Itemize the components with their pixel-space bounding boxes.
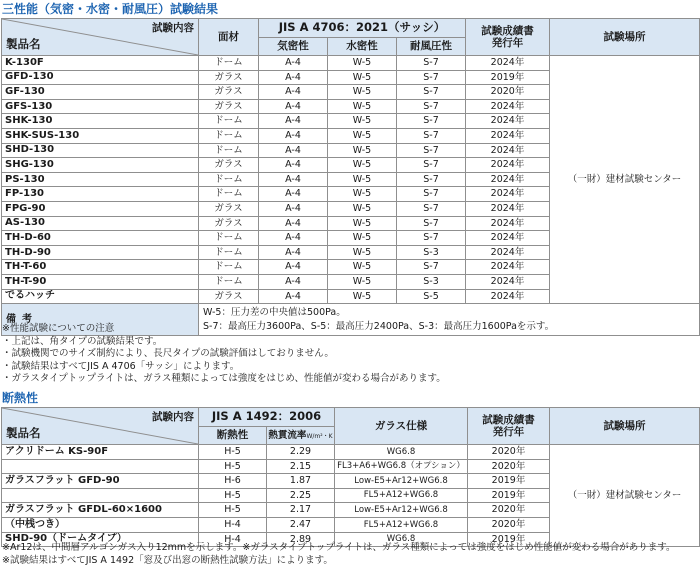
issue-year: 2020年 (468, 503, 550, 518)
header-heat-flow: 熱貫流率W/m²・K (267, 427, 335, 445)
wind-value: S-7 (397, 70, 466, 85)
face-material: ドーム (199, 187, 259, 202)
header-wind: 耐風圧性 (397, 38, 466, 56)
product-name: FP-130 (2, 187, 199, 202)
product-name: でるハッチ (2, 289, 199, 304)
product-name (2, 459, 199, 474)
header-airtight: 気密性 (259, 38, 328, 56)
wind-value: S-7 (397, 56, 466, 71)
face-material: ドーム (199, 245, 259, 260)
header-watertight: 水密性 (328, 38, 397, 56)
wind-value: S-7 (397, 158, 466, 173)
header-test-site: 試験場所 (550, 19, 700, 56)
heat-flow-value: 1.87 (267, 474, 335, 489)
insulation-table (1, 407, 700, 547)
issue-year: 2019年 (468, 474, 550, 489)
product-name: SHK-130 (2, 114, 199, 129)
glass-spec: FL5+A12+WG6.8 (335, 517, 468, 532)
product-name: SHG-130 (2, 158, 199, 173)
note-line: ・試験結果はすべてJIS A 4706「サッシ」によります。 (2, 360, 240, 372)
product-name: GFS-130 (2, 99, 199, 114)
note-line: ・試験機関でのサイズ制約により、長尺タイプの試験評価はしておりません。 (2, 348, 334, 359)
section1-notes (2, 323, 446, 386)
face-material: ドーム (199, 274, 259, 289)
section2-notes (2, 542, 676, 567)
header-test-contents-2: 試験内容 (152, 411, 194, 423)
remarks-text: W-5：圧力差の中央値は500Pa。 S-7：最高圧力3600Pa、S-5：最高圧力2400Pa、S-3：最高圧力1600Paを示す。 (199, 304, 700, 336)
watertight-value: W-5 (328, 56, 397, 71)
face-material: ドーム (199, 128, 259, 143)
product-name: PS-130 (2, 172, 199, 187)
insulation-grade: H-5 (199, 488, 267, 503)
issue-year: 2024年 (466, 99, 550, 114)
product-name: ガラスフラット GFD-90 (2, 474, 199, 489)
table-row (2, 445, 700, 460)
watertight-value: W-5 (328, 70, 397, 85)
issue-year: 2020年 (466, 85, 550, 100)
heat-flow-value: 2.15 (267, 459, 335, 474)
watertight-value: W-5 (328, 143, 397, 158)
face-material: ガラス (199, 216, 259, 231)
airtight-value: A-4 (259, 128, 328, 143)
product-name (2, 488, 199, 503)
watertight-value: W-5 (328, 245, 397, 260)
section2-title: 断熱性 (2, 391, 39, 405)
face-material: ガラス (199, 201, 259, 216)
watertight-value: W-5 (328, 85, 397, 100)
watertight-value: W-5 (328, 289, 397, 304)
issue-year: 2024年 (466, 245, 550, 260)
product-name: GFD-130 (2, 70, 199, 85)
wind-value: S-7 (397, 201, 466, 216)
watertight-value: W-5 (328, 114, 397, 129)
glass-spec: Low-E5+Ar12+WG6.8 (335, 474, 468, 489)
insulation-grade: H-6 (199, 474, 267, 489)
heat-flow-unit: W/m²・K (306, 432, 333, 440)
issue-year: 2019年 (468, 532, 550, 547)
note-line: ※試験結果はすべてJIS A 1492「窓及び出窓の断熱性試験方法」によります。 (2, 554, 333, 566)
airtight-value: A-4 (259, 114, 328, 129)
airtight-value: A-4 (259, 56, 328, 71)
header-issue-year: 試験成績書 発行年 (466, 19, 550, 56)
header-glass-spec: ガラス仕様 (335, 408, 468, 445)
wind-value: S-3 (397, 245, 466, 260)
header-test-site-2: 試験場所 (550, 408, 700, 445)
wind-value: S-7 (397, 187, 466, 202)
issue-year: 2020年 (468, 445, 550, 460)
wind-value: S-7 (397, 260, 466, 275)
glass-spec: FL5+A12+WG6.8 (335, 488, 468, 503)
header-insulation: 断熱性 (199, 427, 267, 445)
issue-year: 2024年 (466, 172, 550, 187)
product-name: GF-130 (2, 85, 199, 100)
heat-flow-value: 2.25 (267, 488, 335, 503)
product-name: FPG-90 (2, 201, 199, 216)
issue-year: 2019年 (468, 488, 550, 503)
note-line: ・上記は、角タイプの試験結果です。 (2, 335, 163, 347)
test-site: （一財）建材試験センター (550, 56, 700, 304)
table-row (2, 56, 700, 71)
airtight-value: A-4 (259, 70, 328, 85)
product-name: （中桟つき） (2, 517, 199, 532)
issue-year: 2019年 (466, 70, 550, 85)
issue-year: 2024年 (466, 187, 550, 202)
insulation-grade: H-4 (199, 532, 267, 547)
airtight-value: A-4 (259, 201, 328, 216)
header-issue-year-2: 試験成績書 発行年 (468, 408, 550, 445)
issue-year: 2024年 (466, 289, 550, 304)
insulation-grade: H-5 (199, 459, 267, 474)
wind-value: S-7 (397, 216, 466, 231)
airtight-value: A-4 (259, 172, 328, 187)
issue-year: 2024年 (466, 158, 550, 173)
header-jis: JIS A 4706：2021（サッシ） (259, 19, 466, 38)
watertight-value: W-5 (328, 231, 397, 246)
product-name: TH-T-60 (2, 260, 199, 275)
issue-year: 2024年 (466, 56, 550, 71)
wind-value: S-5 (397, 289, 466, 304)
face-material: ドーム (199, 114, 259, 129)
watertight-value: W-5 (328, 260, 397, 275)
issue-year: 2020年 (468, 517, 550, 532)
heat-flow-value: 2.29 (267, 445, 335, 460)
watertight-value: W-5 (328, 274, 397, 289)
face-material: ドーム (199, 231, 259, 246)
glass-spec: Low-E5+Ar12+WG6.8 (335, 503, 468, 518)
wind-value: S-7 (397, 85, 466, 100)
issue-year: 2024年 (466, 274, 550, 289)
issue-year: 2024年 (466, 260, 550, 275)
note-line: ※Ar12は、中間層アルゴンガス入り12mmを示します。※ガラスタイプトップライトは、ガラス種類によっては強度をはじめ性能値が変わる場合があります。 (2, 542, 676, 553)
face-material: ドーム (199, 56, 259, 71)
airtight-value: A-4 (259, 260, 328, 275)
product-name: AS-130 (2, 216, 199, 231)
airtight-value: A-4 (259, 231, 328, 246)
face-material: ガラス (199, 289, 259, 304)
header-product-name-2: 製品名 (6, 425, 41, 440)
airtight-value: A-4 (259, 143, 328, 158)
insulation-grade: H-5 (199, 445, 267, 460)
face-material: ガラス (199, 70, 259, 85)
watertight-value: W-5 (328, 172, 397, 187)
airtight-value: A-4 (259, 85, 328, 100)
performance-table (1, 18, 700, 336)
watertight-value: W-5 (328, 216, 397, 231)
issue-year: 2020年 (468, 459, 550, 474)
face-material: ガラス (199, 85, 259, 100)
header-diagonal-cell (2, 19, 199, 56)
wind-value: S-7 (397, 99, 466, 114)
note-line: ※性能試験についての注意 (2, 323, 115, 334)
wind-value: S-7 (397, 128, 466, 143)
airtight-value: A-4 (259, 245, 328, 260)
face-material: ドーム (199, 143, 259, 158)
face-material: ドーム (199, 172, 259, 187)
product-name: SHD-130 (2, 143, 199, 158)
issue-year: 2024年 (466, 114, 550, 129)
wind-value: S-7 (397, 143, 466, 158)
wind-value: S-3 (397, 274, 466, 289)
glass-spec: FL3+A6+WG6.8（オプション） (335, 459, 468, 474)
heat-flow-value: 2.89 (267, 532, 335, 547)
face-material: ガラス (199, 158, 259, 173)
section1-title: 三性能（気密・水密・耐風圧）試験結果 (2, 2, 219, 16)
product-name: TH-D-90 (2, 245, 199, 260)
glass-spec: WG6.8 (335, 445, 468, 460)
airtight-value: A-4 (259, 99, 328, 114)
product-name: TH-D-60 (2, 231, 199, 246)
insulation-grade: H-4 (199, 517, 267, 532)
airtight-value: A-4 (259, 216, 328, 231)
watertight-value: W-5 (328, 201, 397, 216)
header-test-contents: 試験内容 (152, 22, 194, 34)
product-name: K-130F (2, 56, 199, 71)
issue-year: 2024年 (466, 128, 550, 143)
face-material: ガラス (199, 99, 259, 114)
header-jis-2: JIS A 1492：2006 (199, 408, 335, 427)
face-material: ドーム (199, 260, 259, 275)
product-name: SHK-SUS-130 (2, 128, 199, 143)
issue-year: 2024年 (466, 201, 550, 216)
wind-value: S-7 (397, 231, 466, 246)
product-name: SHD-90（ドームタイプ） (2, 532, 199, 547)
wind-value: S-7 (397, 114, 466, 129)
issue-year: 2024年 (466, 143, 550, 158)
airtight-value: A-4 (259, 158, 328, 173)
issue-year: 2024年 (466, 231, 550, 246)
test-site: （一財）建材試験センター (550, 445, 700, 547)
glass-spec: WG6.8 (335, 532, 468, 547)
watertight-value: W-5 (328, 158, 397, 173)
airtight-value: A-4 (259, 187, 328, 202)
heat-flow-value: 2.17 (267, 503, 335, 518)
header-diagonal-cell-2 (2, 408, 199, 445)
issue-year: 2024年 (466, 216, 550, 231)
note-line: ・ガラスタイプトップライトは、ガラス種類によっては強度をはじめ、性能値が変わる場合があります。 (2, 373, 446, 384)
airtight-value: A-4 (259, 289, 328, 304)
product-name: ガラスフラット GFDL-60×1600 (2, 503, 199, 518)
airtight-value: A-4 (259, 274, 328, 289)
insulation-grade: H-5 (199, 503, 267, 518)
wind-value: S-7 (397, 172, 466, 187)
watertight-value: W-5 (328, 128, 397, 143)
watertight-value: W-5 (328, 187, 397, 202)
watertight-value: W-5 (328, 99, 397, 114)
product-name: アクリドーム KS-90F (2, 445, 199, 460)
product-name: TH-T-90 (2, 274, 199, 289)
remarks-label: 備考 (2, 304, 199, 336)
heat-flow-value: 2.47 (267, 517, 335, 532)
header-face-material: 面材 (199, 19, 259, 56)
header-product-name: 製品名 (6, 36, 41, 51)
